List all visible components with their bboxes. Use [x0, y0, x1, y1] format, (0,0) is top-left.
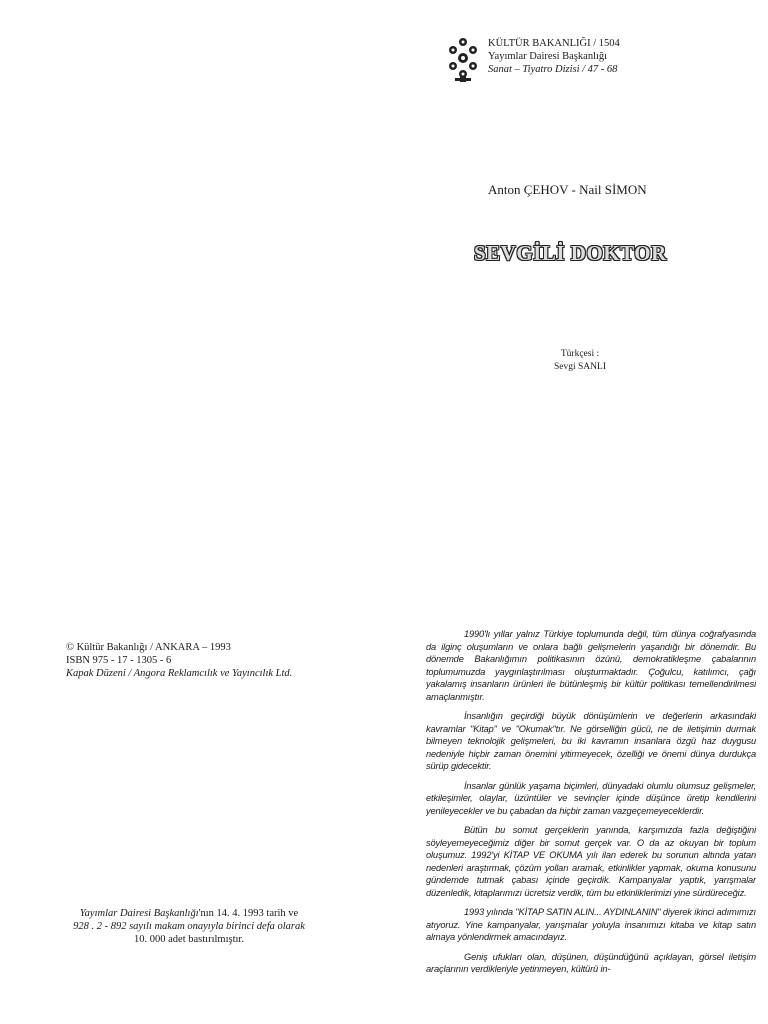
print-note-department: Yayımlar Dairesi Başkanlığı [79, 908, 199, 919]
publisher-info [488, 37, 620, 76]
copyright-line: © Kültür Bakanlığı / ANKARA – 1993 [66, 642, 231, 653]
cover-design-credit: Kapak Düzeni / Angora Reklamcılık ve Yayıncılık Ltd. [66, 668, 293, 679]
print-note-line-2 [66, 920, 312, 933]
foreword-paragraph: Bütün bu somut gerçeklerin yanında, karşımızda fazla değiştiğini söyleyemeyeceğimiz diğer bir somut gerçek var. O da az okuyan bir toplum oluşumuz. 1992'yi KİTAP VE OKUMA yılı ilan ederek bu sorunun altında yatan nedenleri araştırmak, çözüm yolları aramak, etkinlikler yapmak, okuma konusunu gündemde tutmak çabası içinde geçirdik. Kampanyalar yaptık, yarışmalar düzenledik, kitaplarımızı ücretsiz verdik, tüm bu etkinliklerimizi yine sürdüreceğiz. [426, 825, 756, 898]
print-note-date: 'nın 14. 4. 1993 tarih ve [198, 908, 299, 919]
publisher-line: KÜLTÜR BAKANLIĞI / 1504 [488, 38, 620, 49]
ornamental-knot-icon [446, 36, 480, 82]
authors: Anton ÇEHOV - Nail SİMON [488, 182, 647, 197]
print-note-line-3: 10. 000 adet bastırılmıştır. [134, 934, 244, 945]
copyright-block [66, 641, 292, 680]
translator-name: Sevgi SANLI [554, 362, 606, 372]
foreword-paragraph: İnsanlar günlük yaşama biçimleri, dünyadaki olumlu olumsuz gelişmeler, etkileşimler, olaylar, üzüntüler ve sevinçler içinde düşünce üretip kendilerini yenileyecekler ve bu çabadan da hiçbir zaman vazgeçemeyeceklerdir. [426, 780, 756, 816]
foreword-paragraph: İnsanlığın geçirdiği büyük dönüşümlerin ve değerlerin arkasındaki kavramlar "Kitap" ve "Okumak"tır. Ne görselliğin gücü, ne de iletişimin durmak bilmeyen teknolojik gelişmeleri, bu iki kavramın insanlara özgü haz duygusu nedeniyle hiçbir zaman önemini yitirmeyecek, özelliği ve önemi dünya durdukça sürüp gidecektir. [426, 711, 756, 771]
translator-info [548, 348, 612, 374]
foreword-text [426, 628, 756, 1024]
translator-label: Türkçesi : [560, 349, 600, 359]
print-note-approval: 928 . 2 - 892 sayılı makam onayıyla birinci defa olarak [73, 921, 305, 932]
series-info: Sanat – Tiyatro Dizisi / 47 - 68 [488, 64, 618, 75]
foreword-paragraph: Geniş ufukları olan, düşünen, düşündüğünü açıklayan, görsel iletişim araçlarının verdikleriyle yetinmeyen, kültürü in- [426, 951, 756, 974]
foreword-paragraph: 1990'lı yıllar yalnız Türkiye toplumunda değil, tüm dünya coğrafyasında da ilginç oluşumların ve onlara bağlı gelişmelerin yaşandığı bir dönemdir. Bu dönemde Bakanlığımın politikasının özünü, demokratikleşme çabalarının toplumumuzda yaygınlaştırılması oluşturmaktadır. Çoğulcu, katılımcı, çağı yakalamış insanların ürünleri ile bütünleşmiş bir kültür politikası temellendirilmesi amaçlanmıştır. [426, 629, 756, 702]
isbn: ISBN 975 - 17 - 1305 - 6 [66, 655, 172, 666]
print-note [66, 907, 312, 946]
publisher-department: Yayımlar Dairesi Başkanlığı [488, 51, 608, 62]
book-title: SEVGİLİ DOKTOR [474, 241, 667, 265]
print-note-line-1 [66, 907, 312, 920]
foreword-paragraph: 1993 yılında "KİTAP SATIN ALIN... AYDINLANIN" diyerek ikinci adımımızı atıyoruz. Yine kampanyalar, yarışmalar yoluyla insanımızı kitaba ve kitap satın almaya yönlendirmek amacındayız. [426, 907, 756, 942]
